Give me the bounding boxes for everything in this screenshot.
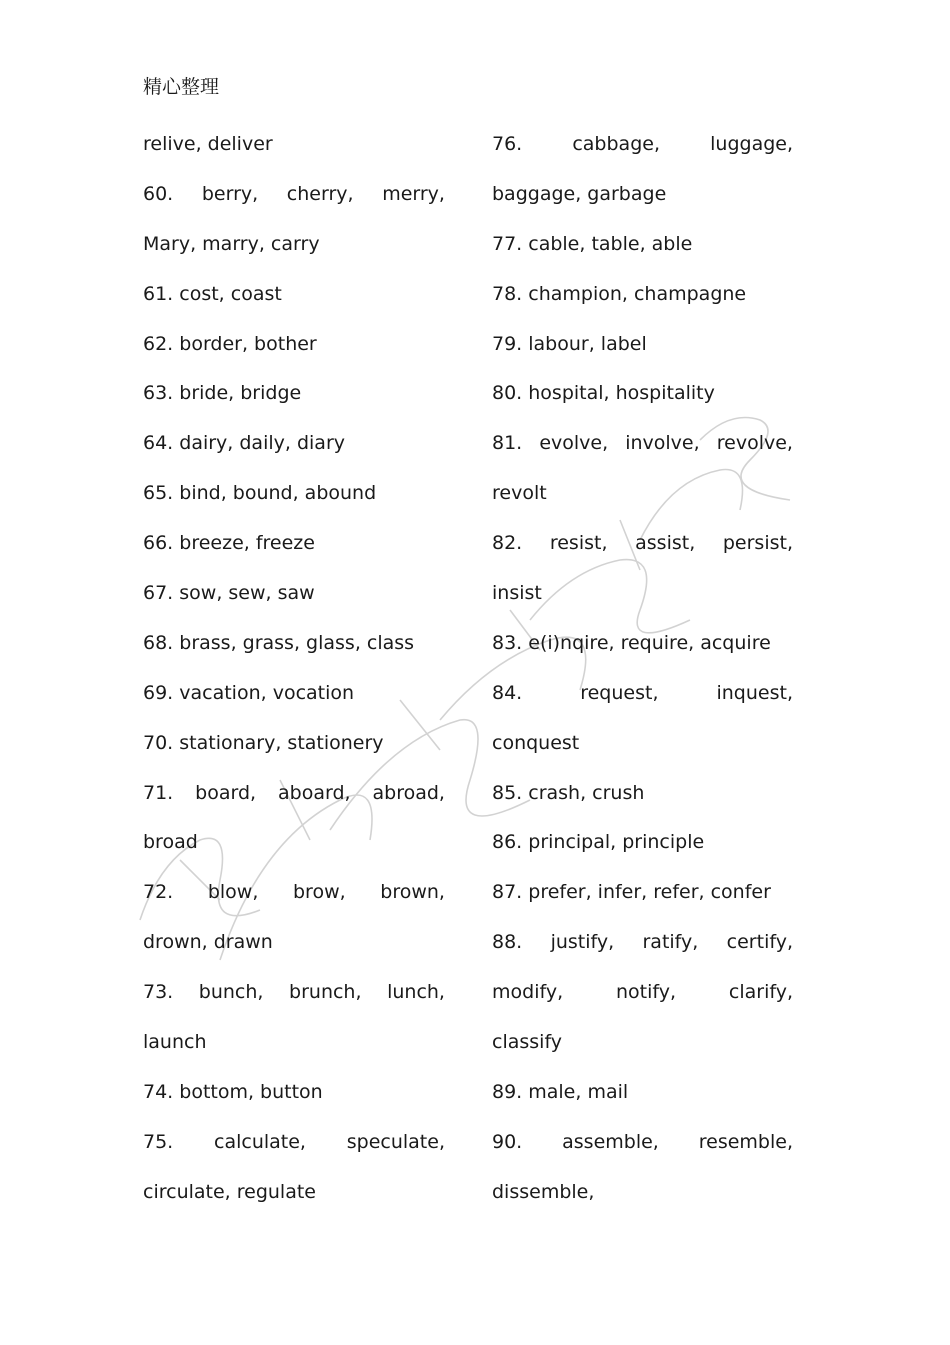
word: circulate, regulate: [143, 1180, 316, 1203]
text-line: [492, 1178, 793, 1228]
word: 64. dairy, daily, diary: [143, 432, 345, 455]
word: 75.: [143, 1130, 174, 1153]
text-line: [143, 1028, 445, 1078]
text-line: [143, 180, 445, 230]
word: 69. vacation, vocation: [143, 681, 355, 704]
word: 85. crash, crush: [492, 781, 645, 804]
text-line: [143, 679, 445, 729]
word: justify,: [550, 931, 615, 954]
word: merry,: [382, 182, 445, 205]
word: 63. bride, bridge: [143, 382, 302, 405]
word: drown, drawn: [143, 931, 273, 954]
word: 82.: [492, 532, 523, 555]
text-line: [143, 878, 445, 928]
text-line: [492, 928, 793, 978]
left-column: [143, 130, 445, 1228]
word: abroad,: [372, 781, 445, 804]
word: relive, deliver: [143, 133, 273, 155]
text-line: [492, 978, 793, 1028]
word: 77. cable, table, able: [492, 232, 693, 255]
word: 67. sow, sew, saw: [143, 582, 315, 605]
text-line: [492, 579, 793, 629]
word: 61. cost, coast: [143, 282, 282, 305]
text-line: [143, 379, 445, 429]
word: certify,: [726, 931, 793, 954]
word: conquest: [492, 731, 580, 754]
word: 76.: [492, 133, 523, 155]
word: brow,: [292, 881, 346, 904]
text-line: [143, 230, 445, 280]
word: 90.: [492, 1130, 523, 1153]
text-line: [143, 579, 445, 629]
word: board,: [195, 781, 257, 804]
word: request,: [580, 681, 659, 704]
text-line: [143, 779, 445, 829]
text-line: [492, 379, 793, 429]
text-line: [492, 280, 793, 330]
text-line: [492, 679, 793, 729]
word: 73.: [143, 981, 174, 1004]
text-line: [492, 1128, 793, 1178]
text-line: [492, 779, 793, 829]
word: brown,: [380, 881, 445, 904]
word: broad: [143, 831, 198, 854]
word: 80. hospital, hospitality: [492, 382, 715, 405]
word: ratify,: [642, 931, 699, 954]
word: 72.: [143, 881, 174, 904]
word: assist,: [635, 532, 696, 555]
text-line: [492, 180, 793, 230]
text-line: [143, 1178, 445, 1228]
word: evolve,: [539, 432, 609, 455]
word: resemble,: [698, 1130, 793, 1153]
word: revolt: [492, 482, 547, 505]
text-line: [143, 429, 445, 479]
text-line: [492, 529, 793, 579]
page-header: 精心整理: [143, 76, 220, 98]
word: aboard,: [278, 781, 351, 804]
word: baggage, garbage: [492, 182, 667, 205]
word: 88.: [492, 931, 523, 954]
word: 86. principal, principle: [492, 831, 705, 854]
word: brunch,: [289, 981, 362, 1004]
word: dissemble,: [492, 1180, 595, 1203]
word: inquest,: [716, 681, 793, 704]
word: 71.: [143, 781, 174, 804]
text-line: [492, 828, 793, 878]
text-line: [492, 729, 793, 779]
word: 62. border, bother: [143, 332, 317, 355]
word: clarify,: [728, 981, 793, 1004]
text-line: [492, 330, 793, 380]
text-line: [143, 978, 445, 1028]
word: 60.: [143, 182, 174, 205]
word: cabbage,: [572, 133, 660, 155]
word: revolve,: [716, 432, 793, 455]
word: 70. stationary, stationery: [143, 731, 384, 754]
word: cherry,: [286, 182, 354, 205]
text-line: [143, 629, 445, 679]
word: 83. e(i)nqire, require, acquire: [492, 631, 771, 654]
word: 66. breeze, freeze: [143, 532, 315, 555]
word: calculate,: [214, 1130, 306, 1153]
word: 89. male, mail: [492, 1080, 629, 1103]
word: modify,: [492, 981, 564, 1004]
text-line: [492, 130, 793, 180]
word: assemble,: [562, 1130, 659, 1153]
text-line: [143, 130, 445, 180]
text-line: [492, 878, 793, 928]
word: involve,: [625, 432, 700, 455]
word: 74. bottom, button: [143, 1080, 323, 1103]
text-line: [492, 429, 793, 479]
word: notify,: [615, 981, 677, 1004]
word: 68. brass, grass, glass, class: [143, 631, 415, 654]
word: lunch,: [387, 981, 445, 1004]
text-line: [143, 529, 445, 579]
word: bunch,: [198, 981, 264, 1004]
text-line: [143, 280, 445, 330]
word: 78. champion, champagne: [492, 282, 747, 305]
word: blow,: [207, 881, 259, 904]
text-line: [492, 1078, 793, 1128]
word: speculate,: [346, 1130, 445, 1153]
word: luggage,: [710, 133, 793, 155]
text-line: [143, 330, 445, 380]
word: persist,: [722, 532, 793, 555]
word: 79. labour, label: [492, 332, 647, 355]
word: 84.: [492, 681, 523, 704]
text-line: [143, 828, 445, 878]
word: launch: [143, 1031, 207, 1054]
word: classify: [492, 1031, 563, 1054]
text-line: [143, 1128, 445, 1178]
word: insist: [492, 582, 542, 605]
text-line: [143, 729, 445, 779]
text-line: [143, 479, 445, 529]
text-line: [143, 928, 445, 978]
word: 65. bind, bound, abound: [143, 482, 377, 505]
word: resist,: [549, 532, 608, 555]
word: berry,: [201, 182, 259, 205]
word: 87. prefer, infer, refer, confer: [492, 881, 771, 904]
text-line: [143, 1078, 445, 1128]
text-line: [492, 479, 793, 529]
text-line: [492, 629, 793, 679]
word: 81.: [492, 432, 523, 455]
text-line: [492, 1028, 793, 1078]
word: Mary, marry, carry: [143, 232, 320, 255]
text-line: [492, 230, 793, 280]
right-column: [492, 130, 793, 1228]
